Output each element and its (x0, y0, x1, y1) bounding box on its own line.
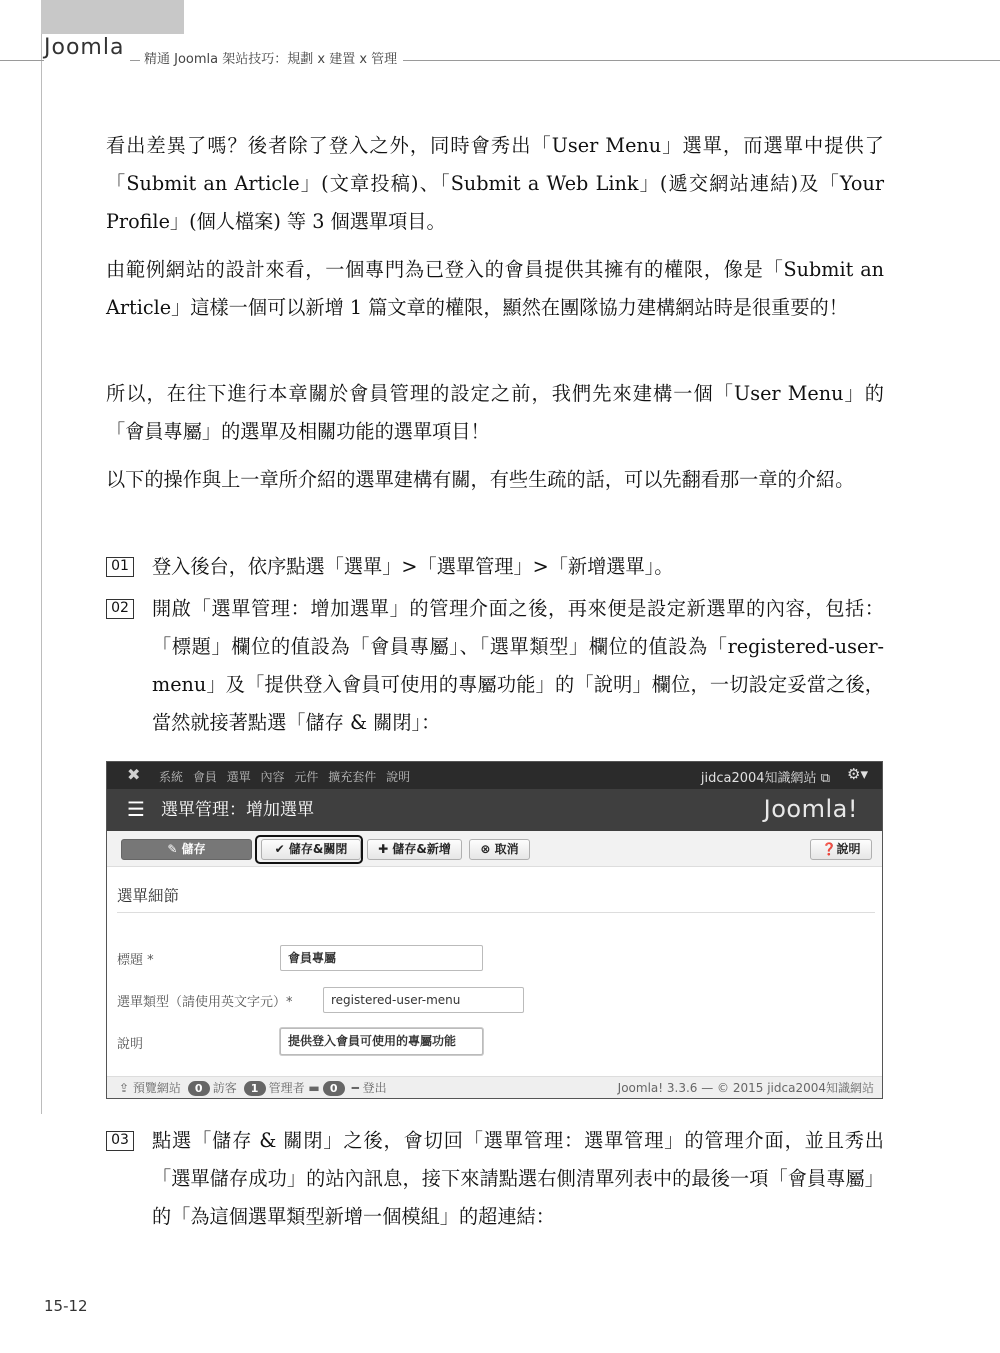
menu-menus[interactable]: 選單 (226, 770, 251, 784)
step-02 (106, 590, 884, 742)
admin-menu-list (159, 768, 416, 785)
title-input[interactable]: 會員專屬 (280, 945, 483, 971)
messages-badge: 0 (323, 1081, 345, 1096)
menu-system[interactable]: 系統 (159, 770, 184, 784)
save-close-button[interactable]: ✔ 儲存&關閉 (261, 839, 361, 860)
status-bar (107, 1076, 882, 1099)
book-title: 精通 Joomla 架站技巧：規劃 x 建置 x 管理 (140, 51, 403, 69)
gear-icon[interactable]: ⚙▾ (847, 765, 868, 783)
joomla-logo: Joomla! (763, 795, 858, 823)
menu-content[interactable]: 內容 (260, 770, 285, 784)
section-title: 選單細節 (117, 887, 180, 905)
paragraph-1: 看出差異了嗎？後者除了登入之外，同時會秀出「User Menu」選單，而選單中提供了「Submit an Article」(文章投稿)、「Submit a Web Link」(遞交網站連結)及「Your Profile」(個人檔案) 等 3 個選單項目。 (106, 134, 884, 233)
step-text: 點選「儲存 & 關閉」之後，會切回「選單管理：選單管理」的管理介面，並且秀出「選單儲存成功」的站內訊息，接下來請點選右側清單列表中的最後一項「會員專屬」的「為這個選單類型新增一個模組」的超連結： (152, 1129, 884, 1228)
step-number: 03 (106, 1131, 134, 1151)
step-number: 02 (106, 599, 134, 619)
section-divider (117, 912, 875, 913)
admins-badge: 1 (244, 1081, 266, 1096)
logout-link[interactable]: ━ 登出 (351, 1081, 387, 1095)
admin-top-menu (107, 762, 882, 789)
mail-icon: ▬ (308, 1081, 320, 1095)
step-text: 登入後台，依序點選「選單」>「選單管理」>「新增選單」。 (152, 555, 674, 578)
step-01 (106, 548, 884, 586)
description-input[interactable]: 提供登入會員可使用的專屬功能 (280, 1028, 483, 1055)
paragraph-2: 由範例網站的設計來看，一個專門為已登入的會員提供其擁有的權限，像是「Submit an Article」這樣一個可以新增 1 篇文章的權限，顯然在團隊協力建構網站時是很重要的！ (106, 258, 884, 319)
preview-link[interactable]: ⇪ 預覽網站 (119, 1081, 181, 1095)
help-button[interactable]: ❓說明 (810, 839, 872, 860)
save-button[interactable]: ✎ 儲存 (121, 839, 252, 860)
step-number: 01 (106, 557, 134, 577)
paragraph-4: 以下的操作與上一章所介紹的選單建構有關，有些生疏的話，可以先翻看那一章的介紹。 (106, 468, 855, 491)
page-number: 15-12 (44, 1297, 88, 1315)
title-label: 標題 * (117, 953, 154, 968)
menu-type-input[interactable]: registered-user-menu (323, 987, 524, 1013)
page-title: 選單管理：增加選單 (161, 800, 314, 820)
title-bar (107, 789, 882, 831)
cancel-button[interactable]: ⊗ 取消 (469, 839, 530, 860)
description-label: 說明 (117, 1037, 144, 1052)
menu-components[interactable]: 元件 (294, 770, 319, 784)
site-link[interactable]: jidca2004知識網站 ⧉ (700, 771, 830, 786)
save-new-button[interactable]: ✚ 儲存&新增 (367, 839, 462, 860)
menu-extensions[interactable]: 擴充套件 (328, 770, 377, 784)
status-left (119, 1081, 387, 1096)
version-text: Joomla! 3.3.6 — © 2015 jidca2004知識網站 (617, 1081, 874, 1095)
header-corner-block (41, 0, 184, 34)
side-rule (41, 34, 42, 1114)
paragraph-3: 所以，在往下進行本章關於會員管理的設定之前，我們先來建構一個「User Menu」的「會員專屬」的選單及相關功能的選單項目！ (106, 382, 884, 443)
menu-type-label: 選單類型（請使用英文字元）* (117, 995, 293, 1010)
joomla-logo-icon[interactable]: ✖ (127, 765, 141, 784)
joomla-screenshot (106, 761, 883, 1099)
external-link-icon: ⧉ (820, 771, 830, 786)
brand-title: Joomla (44, 34, 130, 62)
list-icon: ☰ (127, 797, 145, 821)
admins-label: 管理者 (268, 1081, 305, 1095)
menu-users[interactable]: 會員 (192, 770, 217, 784)
visitors-label: 訪客 (212, 1081, 237, 1095)
visitors-badge: 0 (188, 1081, 210, 1096)
step-03 (106, 1122, 884, 1236)
step-text: 開啟「選單管理：增加選單」的管理介面之後，再來便是設定新選單的內容，包括：「標題」欄位的值設為「會員專屬」、「選單類型」欄位的值設為「registered-user-menu」及「提供登入會員可使用的專屬功能」的「說明」欄位，一切設定妥當之後，當然就接著點選「儲存 & 關閉」： (152, 597, 884, 734)
menu-help[interactable]: 說明 (386, 770, 411, 784)
toolbar (107, 831, 882, 867)
